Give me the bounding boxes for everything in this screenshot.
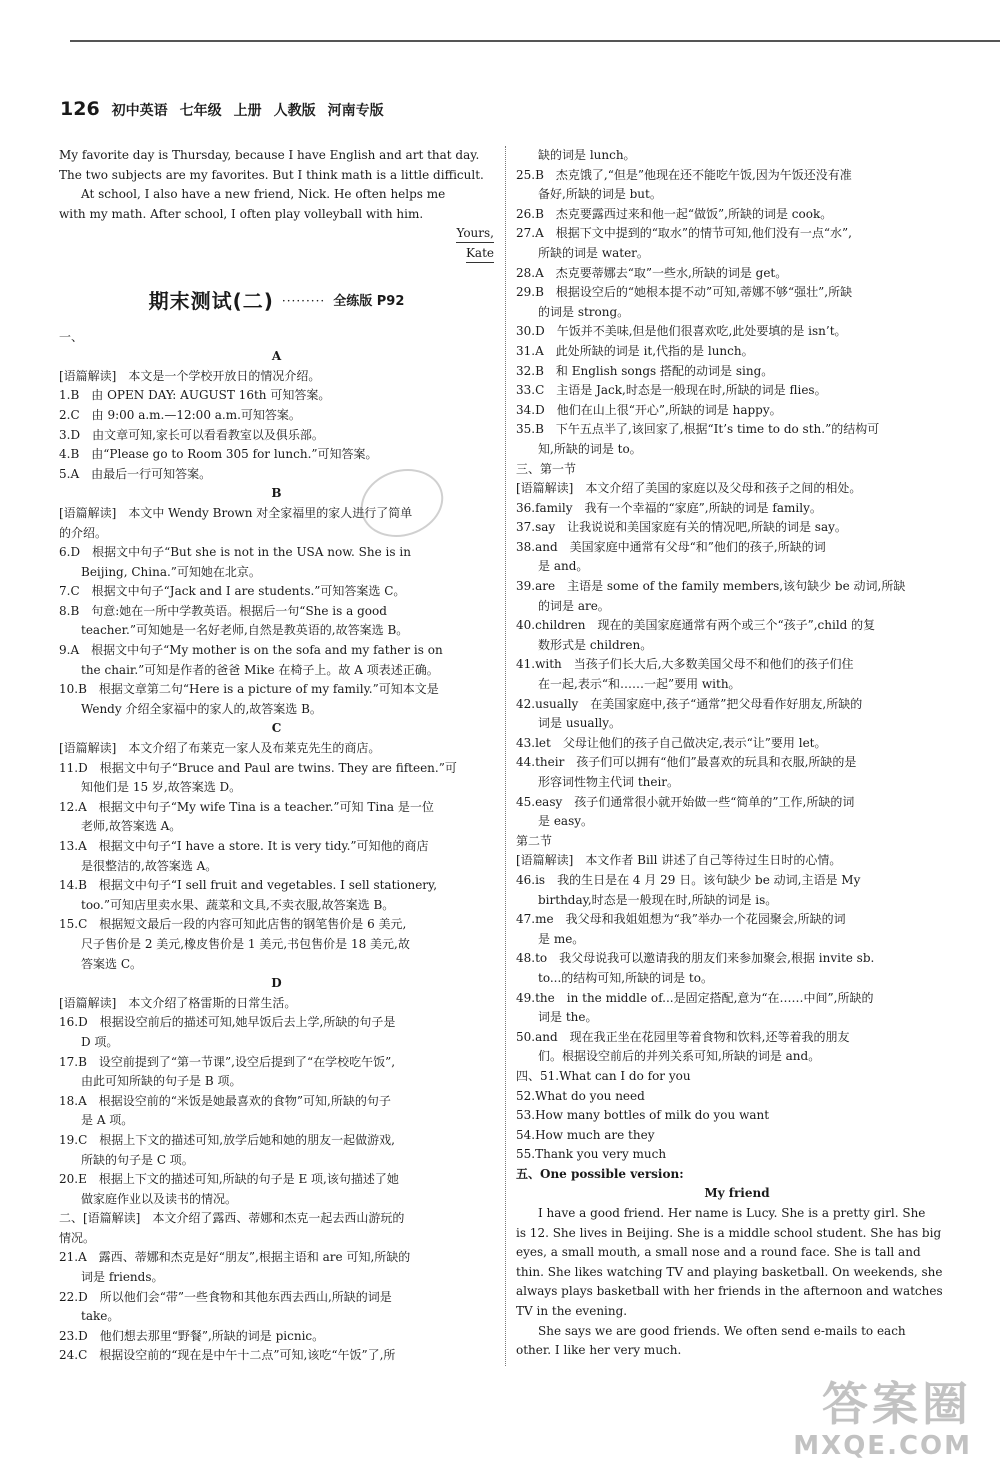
header-subject: 初中英语 xyxy=(111,103,168,119)
answer-line: 32.B 和 English songs 搭配的动词是 sing。 xyxy=(516,363,774,378)
answer-line: 的介绍。 xyxy=(59,525,108,540)
answer-line: 31.A 此处所缺的词是 it,代指的是 lunch。 xyxy=(516,343,754,358)
section-title xyxy=(59,276,494,328)
answer-line: 30.D 午饭并不美味,但是他们很喜欢吃,此处要填的是 isn’t。 xyxy=(516,324,847,339)
answer-line: 26.B 杰克要露西过来和他一起“做饭”,所缺的词是 cook。 xyxy=(516,206,833,221)
answer-line: 52.What do you need xyxy=(516,1088,645,1103)
answer-line: 43.let 父母让他们的孩子自己做决定,表示“让”要用 let。 xyxy=(516,735,827,750)
answer-line: My friend xyxy=(704,1186,770,1201)
answer-line: 45.easy 孩子们通常很小就开始做一些“简单的”工作,所缺的词 xyxy=(516,794,855,809)
answer-line: 4.B 由“Please go to Room 305 for lunch.”可知答案。 xyxy=(59,447,378,462)
top-rule xyxy=(70,40,1000,42)
answer-line: 17.B 设空前提到了“第一节课”,设空后提到了“在学校吃午饭”, xyxy=(59,1054,396,1069)
section-title-dots: ········· xyxy=(281,293,326,308)
answer-line: 16.D 根据设空前后的描述可知,她早饭后去上学,所缺的句子是 xyxy=(59,1015,396,1030)
answer-line: 41.with 当孩子们长大后,大多数美国父母不和他们的孩子们住 xyxy=(516,657,854,672)
answer-line: to...的结构可知,所缺的词是 to。 xyxy=(538,970,713,985)
answer-line: 5.A 由最后一行可知答案。 xyxy=(59,466,212,481)
section-title-ref: 全练版 P92 xyxy=(333,293,405,309)
answer-line: 二、[语篇解读] 本文介绍了露西、蒂娜和杰克一起去西山游玩的 xyxy=(59,1211,405,1226)
answer-line: 28.A 杰克要蒂娜去“取”一些水,所缺的词是 get。 xyxy=(516,265,788,280)
answer-line: 知他们是 15 岁,故答案选 D。 xyxy=(81,780,242,795)
answer-line: 答案选 C。 xyxy=(81,956,142,971)
answer-line: 备好,所缺的词是 but。 xyxy=(538,187,662,202)
answer-line: 38.and 美国家庭中通常有父母“和”他们的孩子,所缺的词 xyxy=(516,539,826,554)
answer-line: She says we are good friends. We often send e-mails to each xyxy=(538,1323,906,1338)
answer-line: 所缺的词是 water。 xyxy=(538,245,649,260)
answer-line: 2.C 由 9:00 a.m.—12:00 a.m.可知答案。 xyxy=(59,407,301,422)
answer-line: other. I like her very much. xyxy=(516,1343,682,1358)
answer-line: 词是 usually。 xyxy=(538,716,622,731)
answer-line: the chair.”可知是作者的爸爸 Mike 在椅子上。故 A 项表述正确。 xyxy=(81,662,439,677)
answer-line: 23.D 他们想去那里“野餐”,所缺的词是 picnic。 xyxy=(59,1328,325,1343)
answer-line: 39.are 主语是 some of the family members,该句缺少 be 动词,所缺 xyxy=(516,579,906,594)
page-number: 126 xyxy=(60,98,100,120)
answer-line: 35.B 下午五点半了,该回家了,根据“It’s time to do sth.”的结构可 xyxy=(516,422,880,437)
answer-line: 25.B 杰克饿了,“但是”他现在还不能吃午饭,因为午饭还没有准 xyxy=(516,167,852,182)
answer-line: 一、 xyxy=(59,329,84,344)
letter-signature: Kate xyxy=(59,244,494,264)
answer-line: 34.D 他们在山上很“开心”,所缺的词是 happy。 xyxy=(516,402,782,417)
answer-line: thin. She likes watching TV and playing basketball. On weekends, she xyxy=(516,1264,943,1279)
answer-line: 12.A 根据文中句子“My wife Tina is a teacher.”可知 Tina 是一位 xyxy=(59,799,434,814)
answer-line: 老师,故答案选 A。 xyxy=(81,819,182,834)
answer-line: 47.me 我父母和我姐姐想为“我”举办一个花园聚会,所缺的词 xyxy=(516,912,846,927)
letter-line: My favorite day is Thursday, because I have English and art that day. xyxy=(59,148,480,162)
answer-line: 所缺的句子是 C 项。 xyxy=(81,1152,194,1167)
answer-line: 11.D 根据文中句子“Bruce and Paul are twins. They are fifteen.”可 xyxy=(59,760,457,775)
answer-line: birthday,时态是一般现在时,所缺的词是 is。 xyxy=(538,892,778,907)
answer-line: 知,所缺的词是 to。 xyxy=(538,441,642,456)
letter-line: with my math. After school, I often play volleyball with him. xyxy=(59,206,424,221)
answer-line: 词是 friends。 xyxy=(81,1270,164,1285)
answer-line: 是很整洁的,故答案选 A。 xyxy=(81,858,218,873)
answer-line: 44.their 孩子们可以拥有“他们”最喜欢的玩具和衣服,所缺的是 xyxy=(516,755,857,770)
answer-line: 缺的词是 lunch。 xyxy=(538,148,636,162)
answer-line: 37.say 让我说说和美国家庭有关的情况吧,所缺的词是 say。 xyxy=(516,520,847,535)
watermark-brand: 答案圈 xyxy=(822,1377,972,1431)
answer-line: 词是 the。 xyxy=(538,1010,598,1025)
answer-line: 是 and。 xyxy=(538,559,589,574)
answer-line: 19.C 根据上下文的描述可知,放学后她和她的朋友一起做游戏, xyxy=(59,1132,395,1147)
answer-line: 是 A 项。 xyxy=(81,1113,134,1128)
letter-closing: Yours, xyxy=(59,224,494,244)
answer-line: 1.B 由 OPEN DAY: AUGUST 16th 可知答案。 xyxy=(59,388,331,403)
answer-line: 14.B 根据文中句子“I sell fruit and vegetables. I sell stationery, xyxy=(59,878,438,893)
answer-line: 由此可知所缺的句子是 B 项。 xyxy=(81,1074,242,1089)
answer-line: 是 me。 xyxy=(538,931,585,946)
letter-line: The two subjects are my favorites. But I think math is a little difficult. xyxy=(59,167,484,182)
watermark-url: MXQE.COM xyxy=(793,1431,972,1461)
answer-line: [语篇解读] 本文作者 Bill 讲述了自己等待过生日时的心情。 xyxy=(516,853,842,868)
answer-line: 第二节 xyxy=(516,833,553,848)
section-title-main: 期末测试(二) xyxy=(148,288,274,313)
answer-line: 48.to 我父母说我可以邀请我的朋友们来参加聚会,根据 invite sb. xyxy=(516,951,875,966)
column-divider xyxy=(505,146,506,1366)
answer-line: 四、51.What can I do for you xyxy=(516,1068,691,1083)
answer-line: 情况。 xyxy=(59,1230,96,1245)
answer-line: Wendy 介绍全家福中的家人的,故答案选 B。 xyxy=(81,701,322,716)
answer-line: A xyxy=(271,349,282,364)
answer-line: eyes, a small mouth, a small nose and a round face. She is tall and xyxy=(516,1245,921,1260)
answer-line: 21.A 露西、蒂娜和杰克是好“朋友”,根据主语和 are 可知,所缺的 xyxy=(59,1250,411,1265)
answer-line: 55.Thank you very much xyxy=(516,1147,667,1162)
page-header xyxy=(60,100,384,130)
answer-line: 20.E 根据上下文的描述可知,所缺的句子是 E 项,该句描述了她 xyxy=(59,1172,399,1187)
answer-line: 10.B 根据文章第二句“Here is a picture of my family.”可知本文是 xyxy=(59,682,439,697)
answer-line: 数形式是 children。 xyxy=(538,637,653,652)
answer-line: TV in the evening. xyxy=(516,1304,628,1319)
answer-line: 五、One possible version: xyxy=(516,1166,684,1181)
answer-line: 8.B 句意:她在一所中学教英语。根据后一句“She is a good xyxy=(59,603,387,618)
answer-line: [语篇解读] 本文是一个学校开放日的情况介绍。 xyxy=(59,368,321,383)
answer-line: 50.and 现在我正坐在花园里等着食物和饮料,还等着我的朋友 xyxy=(516,1029,850,1044)
answer-line: 42.usually 在美国家庭中,孩子“通常”把父母看作好朋友,所缺的 xyxy=(516,696,863,711)
answer-line: D xyxy=(271,976,282,991)
answer-line: 46.is 我的生日是在 4 月 29 日。该句缺少 be 动词,主语是 My xyxy=(516,872,861,887)
answer-line: 3.D 由文章可知,家长可以看看教室以及俱乐部。 xyxy=(59,427,324,442)
answer-line: too.”可知店里卖水果、蔬菜和文具,不卖衣服,故答案选 B。 xyxy=(81,897,395,912)
header-edition: 人教版 xyxy=(273,103,316,119)
answer-line: 15.C 根据短文最后一段的内容可知此店售的钢笔售价是 6 美元, xyxy=(59,917,407,932)
answer-line: 54.How much are they xyxy=(516,1127,655,1142)
left-column xyxy=(59,146,494,1366)
answer-line: C xyxy=(271,721,282,736)
answer-line: 的词是 are。 xyxy=(538,598,610,613)
answer-line: 三、第一节 xyxy=(516,461,577,476)
answer-line: take。 xyxy=(81,1309,120,1324)
answer-line: 18.A 根据设空前的“米饭是她最喜欢的食物”可知,所缺的句子 xyxy=(59,1093,391,1108)
answer-line: 29.B 根据设空后的“她根本提不动”可知,蒂娜不够“强壮”,所缺 xyxy=(516,285,853,300)
answer-line: 36.family 我有一个幸福的“家庭”,所缺的词是 family。 xyxy=(516,500,822,515)
answer-line: B xyxy=(271,486,282,501)
answer-line: 形容词性物主代词 their。 xyxy=(538,775,680,789)
answer-line: [语篇解读] 本文介绍了布莱克一家人及布莱克先生的商店。 xyxy=(59,741,381,756)
answer-line: 6.D 根据文中句子“But she is not in the USA now. She is in xyxy=(59,545,411,560)
answer-line: 尺子售价是 2 美元,橡皮售价是 1 美元,书包售价是 18 美元,故 xyxy=(81,936,410,951)
answer-line: 49.the in the middle of...是固定搭配,意为“在……中间”,所缺的 xyxy=(516,990,874,1005)
answer-line: [语篇解读] 本文中 Wendy Brown 对全家福里的家人进行了简单 xyxy=(59,505,413,520)
letter-line: At school, I also have a new friend, Nick. He often helps me xyxy=(81,187,446,202)
answer-line: 22.D 所以他们会“带”一些食物和其他东西去西山,所缺的词是 xyxy=(59,1289,392,1304)
answer-line: 做家庭作业以及读书的情况。 xyxy=(81,1191,238,1206)
answer-list-right xyxy=(516,146,958,1361)
answer-line: 9.A 根据文中句子“My mother is on the sofa and my father is on xyxy=(59,643,443,658)
answer-line: Beijing, China.”可知她在北京。 xyxy=(81,564,261,579)
answer-line: 24.C 根据设空前的“现在是中午十二点”可知,该吃“午饭”了,所 xyxy=(59,1348,396,1363)
watermark-logo xyxy=(793,1377,972,1461)
answer-line: 7.C 根据文中句子“Jack and I are students.”可知答案选 C。 xyxy=(59,584,406,599)
answer-line: 是 easy。 xyxy=(538,814,594,829)
answer-line: 27.A 根据下文中提到的“取水”的情节可知,他们没有一点“水”, xyxy=(516,226,852,241)
header-grade: 七年级 xyxy=(179,103,222,119)
answer-line: 们。根据设空前后的并列关系可知,所缺的词是 and。 xyxy=(538,1049,821,1064)
header-region: 河南专版 xyxy=(327,103,384,119)
answer-line: always plays basketball with her friends in the afternoon and watches xyxy=(516,1284,943,1299)
answer-line: 53.How many bottles of milk do you want xyxy=(516,1108,770,1123)
answer-line: 13.A 根据文中句子“I have a store. It is very tidy.”可知他的商店 xyxy=(59,839,429,853)
answer-line: 40.children 现在的美国家庭通常有两个或三个“孩子”,child 的复 xyxy=(516,618,876,633)
right-column xyxy=(516,146,958,1361)
answer-line: 在一起,表示“和……一起”要用 with。 xyxy=(538,677,741,692)
answer-line: I have a good friend. Her name is Lucy. She is a pretty girl. She xyxy=(538,1206,926,1221)
answer-line: 33.C 主语是 Jack,时态是一般现在时,所缺的词是 flies。 xyxy=(516,383,827,398)
answer-line: 的词是 strong。 xyxy=(538,304,630,319)
answer-line: teacher.”可知她是一名好老师,自然是教英语的,故答案选 B。 xyxy=(81,623,409,638)
answer-line: D 项。 xyxy=(81,1034,119,1049)
header-volume: 上册 xyxy=(233,103,262,119)
answer-line: [语篇解读] 本文介绍了美国的家庭以及父母和孩子之间的相处。 xyxy=(516,481,862,496)
answer-line: [语篇解读] 本文介绍了格雷斯的日常生活。 xyxy=(59,995,297,1010)
answer-line: is 12. She lives in Beijing. She is a middle school student. She has big xyxy=(516,1225,942,1240)
